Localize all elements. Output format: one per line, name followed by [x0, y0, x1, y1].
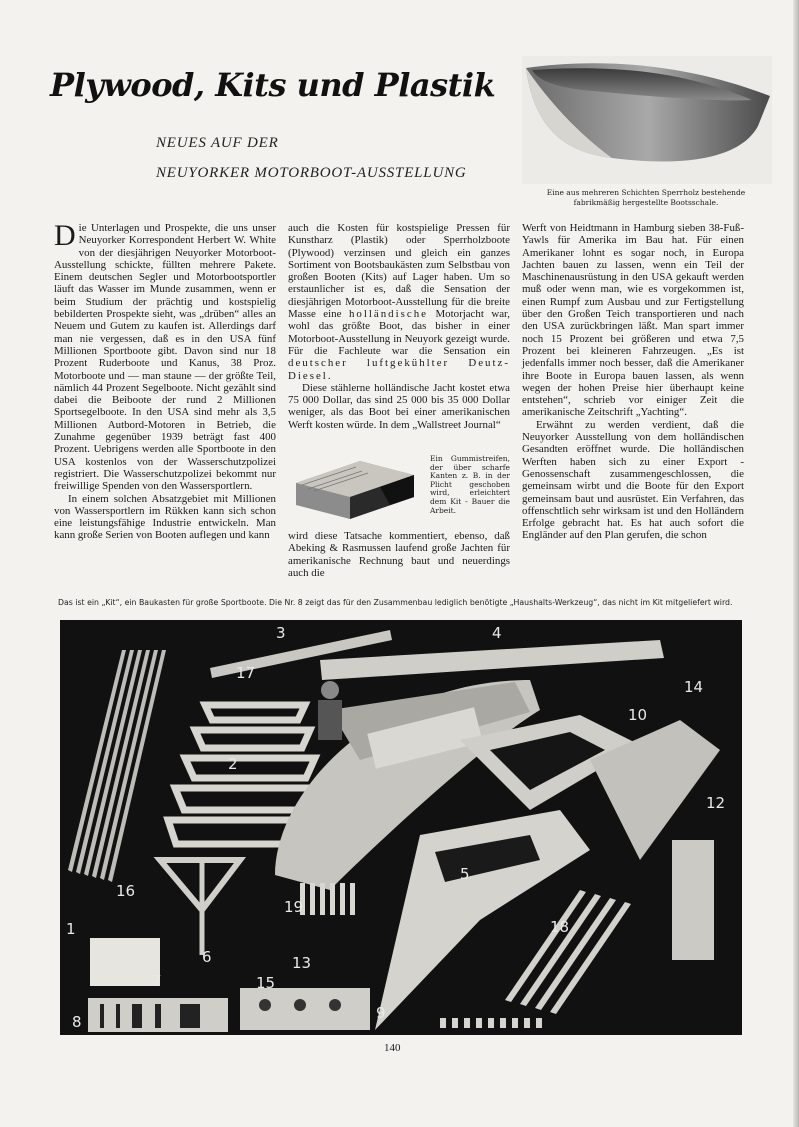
column2-paragraph3: wird diese Tatsache kommentiert, ebenso, daß Abeking & Rasmussen laufend große Jachten für amerikanische Rechnung baut und neuerdings auch die — [288, 530, 510, 579]
article-title: Plywood, Kits und Plastik — [50, 66, 496, 104]
boat-kit-photo — [60, 620, 742, 1035]
kit-photo-caption: Das ist ein „Kit“, ein Baukasten für große Sportboote. Die Nr. 8 zeigt das für den Zusammenbau lediglich benötigte „Haushalts-Werkzeug“, das nicht im Kit mitgeliefert wird. — [58, 598, 733, 607]
kit-label-2: 2 — [228, 755, 238, 773]
kit-label-19: 19 — [284, 898, 304, 916]
rubber-strip-photo — [290, 453, 420, 523]
kit-label-10: 10 — [628, 706, 648, 724]
column1-paragraph2: In einem solchen Absatzgebiet mit Millionen von Wassersportlern im Rükken kann sich schon eine leistungsfähige Industrie entwickeln. Man kann große Serien von Booten auflegen und kann — [54, 492, 276, 542]
text-column-3 — [522, 222, 744, 542]
kit-label-1: 1 — [66, 920, 76, 938]
spaced-deutz-diesel: deutscher luftgekühlter Deutz-Diesel. — [288, 357, 510, 382]
dropcap: D — [54, 219, 76, 252]
column2-paragraph1: auch die Kosten für kostspielige Pressen für Kunstharz (Plastik) oder Sperrholzboote (Plywood) verzinsen und gleich ein ganzes Sortiment von Bootsbaukästen zum Selbstbau von großen Booten (Kits) auf Lager haben. Um so erstaunlicher ist es, daß die Sensation der diesjährigen Motorboot-Ausstellung für die breite Masse eine — [288, 222, 510, 321]
column3-paragraph2: Erwähnt zu werden verdient, daß die Neuyorker Ausstellung von dem holländischen Gesandten eröffnet wurde. Die holländischen Werften haben sich zu einer Export - Genossenschaft zusammengeschlossen, die gemeinsam wirbt und die Boote für den Export gemeinsam baut und ausrüstet. Ein Verfahren, das offenschtlich sehr wirksam ist und den Holländern Erfolge gebracht hat. Es hat auch sofort die Engländer auf den Plan gerufen, die schon — [522, 418, 744, 542]
column2-paragraph2: Diese stählerne holländische Jacht kostet etwa 75 000 Dollar, das sind 25 000 bis 35 000 Dollar weniger, als das Boot bei einer amerikanischen Werft kosten würde. In dem „Wallstreet Journal“ — [288, 381, 510, 431]
kit-label-18: 18 — [550, 918, 570, 936]
kit-label-14: 14 — [684, 678, 704, 696]
text-column-2-continued — [288, 530, 510, 579]
kit-label-3: 3 — [276, 624, 286, 642]
column3-paragraph1: Werft von Heidtmann in Hamburg sieben 38-Fuß-Yawls für Amerika im Bau hat. Für einen Amerikaner lohnt es sogar noch, in Europa Jachten bauen zu lassen, wenn ein Teil der Maschinenausrüstung in den USA gekauft werden muß oder wenn man, wie es vorgekommen ist, einen Rumpf zum Ausbau und zur Fertigstellung über den Großen Teich transportieren und nach den USA zurückbringen läßt. Man spart immer noch 15 Prozent bei größeren und etwa 7,5 Prozent bei kleineren Fahrzeugen. „Es ist jedenfalls immer noch besser, daß die Amerikaner ihre Boote in Europa bauen lassen, als wenn wegen der hohen Preise hier überhaupt keine entstehen“, schrieb vor einiger Zeit die amerikanische Zeitschrift „Yachting“. — [522, 222, 744, 419]
spaced-hollaendische: holländische — [348, 308, 428, 321]
column1-paragraph1: ie Unterlagen und Prospekte, die uns unser Neuyorker Korrespondent Herbert W. White von der diesjährigen Neuyorker Motorboot-Ausstellung schickte, füllten mehrere Pakete. Einem deutschen Segler und Motorbootsportler läuft das Wasser im Munde zusammen, wenn er beim Studium der prächtig und kostspielig bebilderten Prospekte sieht, was „drüben“ alles an Neuem und Gutem zu kaufen ist. Allerdings darf man nie vergessen, daß es in den USA fünf Millionen Sportboote gibt. Davon sind nur 18 Prozent Ruderboote und Kanus, 38 Proz. Motorboote und — man staune — der größte Teil, nämlich 44 Prozent Segelboote. Nicht gezählt sind dabei die Beiboote der rund 2 Millionen Sportsegelboote. In den USA sind mehr als 3,5 Millionen Autbord-Motoren in Betrieb, die Zunahme gegenüber 1939 beträgt fast 400 Prozent. Uebrigens werden alle Sportboote in den USA kostenlos von der Wasserschutzpolizei registriert. Die Wasserschutzpolizei bekommt nur freiwillige Spenden von den Wassersportlern. — [54, 222, 276, 493]
small-photo-caption: Ein Gummistreifen, der über scharfe Kanten z. B. in der Plicht geschoben wird, erleichtert dem Kit - Bauer die Arbeit. — [430, 454, 510, 515]
text-column-2 — [288, 222, 510, 431]
kit-label-7: 7 — [152, 972, 162, 990]
kit-label-15: 15 — [256, 974, 276, 992]
article-subtitle-line2: NEUYORKER MOTORBOOT-AUSSTELLUNG — [156, 165, 467, 181]
top-caption-line2: fabrikmäßig hergestellte Bootsschale. — [573, 197, 719, 207]
kit-label-4: 4 — [492, 624, 502, 642]
top-caption-line1: Eine aus mehreren Schichten Sperrholz bestehende — [546, 188, 746, 197]
kit-label-6: 6 — [202, 948, 212, 966]
kit-label-9: 9 — [376, 1004, 386, 1022]
kit-label-8: 8 — [72, 1013, 82, 1031]
kit-label-12: 12 — [706, 794, 726, 812]
kit-label-5: 5 — [460, 865, 470, 883]
text-column-1 — [54, 219, 276, 542]
top-photo-caption — [518, 188, 774, 207]
column2-paragraph1b: Motorjacht war, wohl das größte Boot, das bisher in einer Motorboot-Ausstellung in Neuyork gezeigt wurde. Für die Fachleute war die Sensation ein — [288, 308, 510, 357]
kit-label-16: 16 — [116, 882, 136, 900]
kit-label-13: 13 — [292, 954, 312, 972]
article-subtitle-line1: NEUES AUF DER — [156, 135, 279, 151]
kit-label-17: 17 — [236, 664, 256, 682]
page-number: 140 — [384, 1042, 401, 1054]
plywood-hull-photo — [522, 56, 772, 184]
